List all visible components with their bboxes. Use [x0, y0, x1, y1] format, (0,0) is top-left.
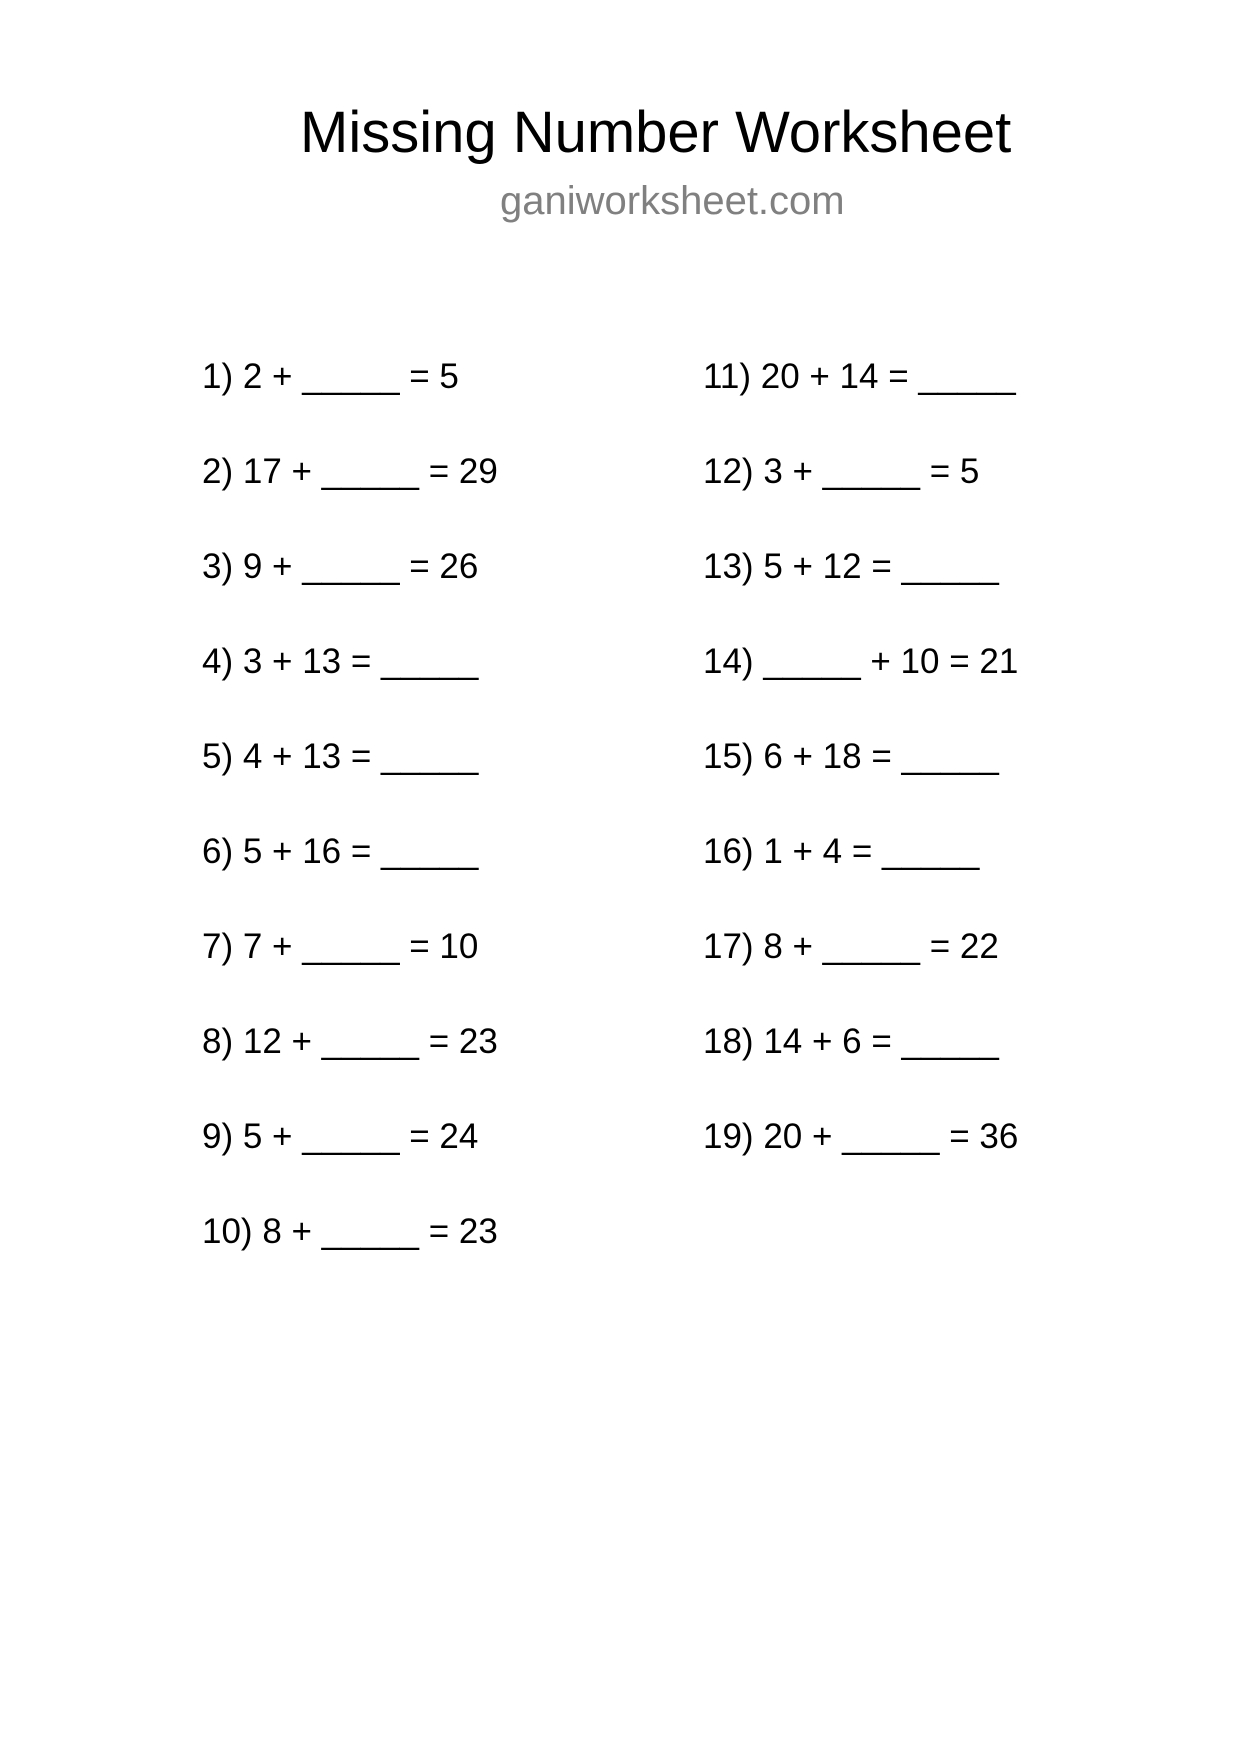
- problem-number: 12): [703, 452, 754, 491]
- problem-equation: 9 + _____ = 26: [242, 547, 479, 586]
- problem-16: [703, 832, 1018, 927]
- problem-number: 2): [202, 452, 234, 491]
- problem-number: 17): [703, 927, 754, 966]
- website-subtitle: ganiworksheet.com: [500, 179, 845, 223]
- problem-5: [202, 737, 498, 832]
- problems-column-right: [703, 357, 1018, 1212]
- problem-number: 14): [703, 642, 754, 681]
- problem-number: 19): [703, 1117, 754, 1156]
- problem-equation: 8 + _____ = 23: [262, 1212, 498, 1251]
- problem-3: [202, 547, 498, 642]
- problem-number: 6): [202, 832, 234, 871]
- problem-equation: 12 + _____ = 23: [242, 1022, 498, 1061]
- problem-equation: 5 + 12 = _____: [763, 547, 999, 586]
- problem-17: [703, 927, 1018, 1022]
- problem-equation: 7 + _____ = 10: [242, 927, 479, 966]
- problem-number: 4): [202, 642, 234, 681]
- problem-14: [703, 642, 1018, 737]
- problem-9: [202, 1117, 498, 1212]
- problem-6: [202, 832, 498, 927]
- problem-4: [202, 642, 498, 737]
- problem-equation: 20 + _____ = 36: [763, 1117, 1019, 1156]
- problem-equation: 2 + _____ = 5: [242, 357, 459, 396]
- problem-19: [703, 1117, 1018, 1212]
- problem-equation: 5 + _____ = 24: [242, 1117, 479, 1156]
- problem-number: 3): [202, 547, 234, 586]
- problem-equation: 6 + 18 = _____: [763, 737, 999, 776]
- problem-7: [202, 927, 498, 1022]
- problem-equation: 5 + 16 = _____: [242, 832, 479, 871]
- problem-number: 1): [202, 357, 234, 396]
- problem-15: [703, 737, 1018, 832]
- problem-equation: _____ + 10 = 21: [763, 642, 1019, 681]
- problem-number: 13): [703, 547, 754, 586]
- problem-number: 7): [202, 927, 234, 966]
- problem-11: [703, 357, 1018, 452]
- problems-column-left: [202, 357, 498, 1307]
- problem-8: [202, 1022, 498, 1117]
- problem-number: 18): [703, 1022, 754, 1061]
- problem-number: 10): [202, 1212, 253, 1251]
- worksheet-title: Missing Number Worksheet: [300, 100, 1012, 165]
- problem-equation: 20 + 14 = _____: [760, 357, 1016, 396]
- problem-13: [703, 547, 1018, 642]
- problem-number: 8): [202, 1022, 234, 1061]
- problem-equation: 14 + 6 = _____: [763, 1022, 999, 1061]
- problem-equation: 8 + _____ = 22: [763, 927, 999, 966]
- problem-number: 15): [703, 737, 754, 776]
- problem-12: [703, 452, 1018, 547]
- problem-equation: 3 + _____ = 5: [763, 452, 980, 491]
- problem-2: [202, 452, 498, 547]
- problem-number: 11): [703, 357, 751, 396]
- problem-equation: 4 + 13 = _____: [242, 737, 479, 776]
- problem-number: 9): [202, 1117, 234, 1156]
- problem-equation: 1 + 4 = _____: [763, 832, 980, 871]
- problem-equation: 3 + 13 = _____: [242, 642, 479, 681]
- problem-equation: 17 + _____ = 29: [242, 452, 498, 491]
- problem-number: 16): [703, 832, 754, 871]
- problem-1: [202, 357, 498, 452]
- problem-10: [202, 1212, 498, 1307]
- problem-18: [703, 1022, 1018, 1117]
- problem-number: 5): [202, 737, 234, 776]
